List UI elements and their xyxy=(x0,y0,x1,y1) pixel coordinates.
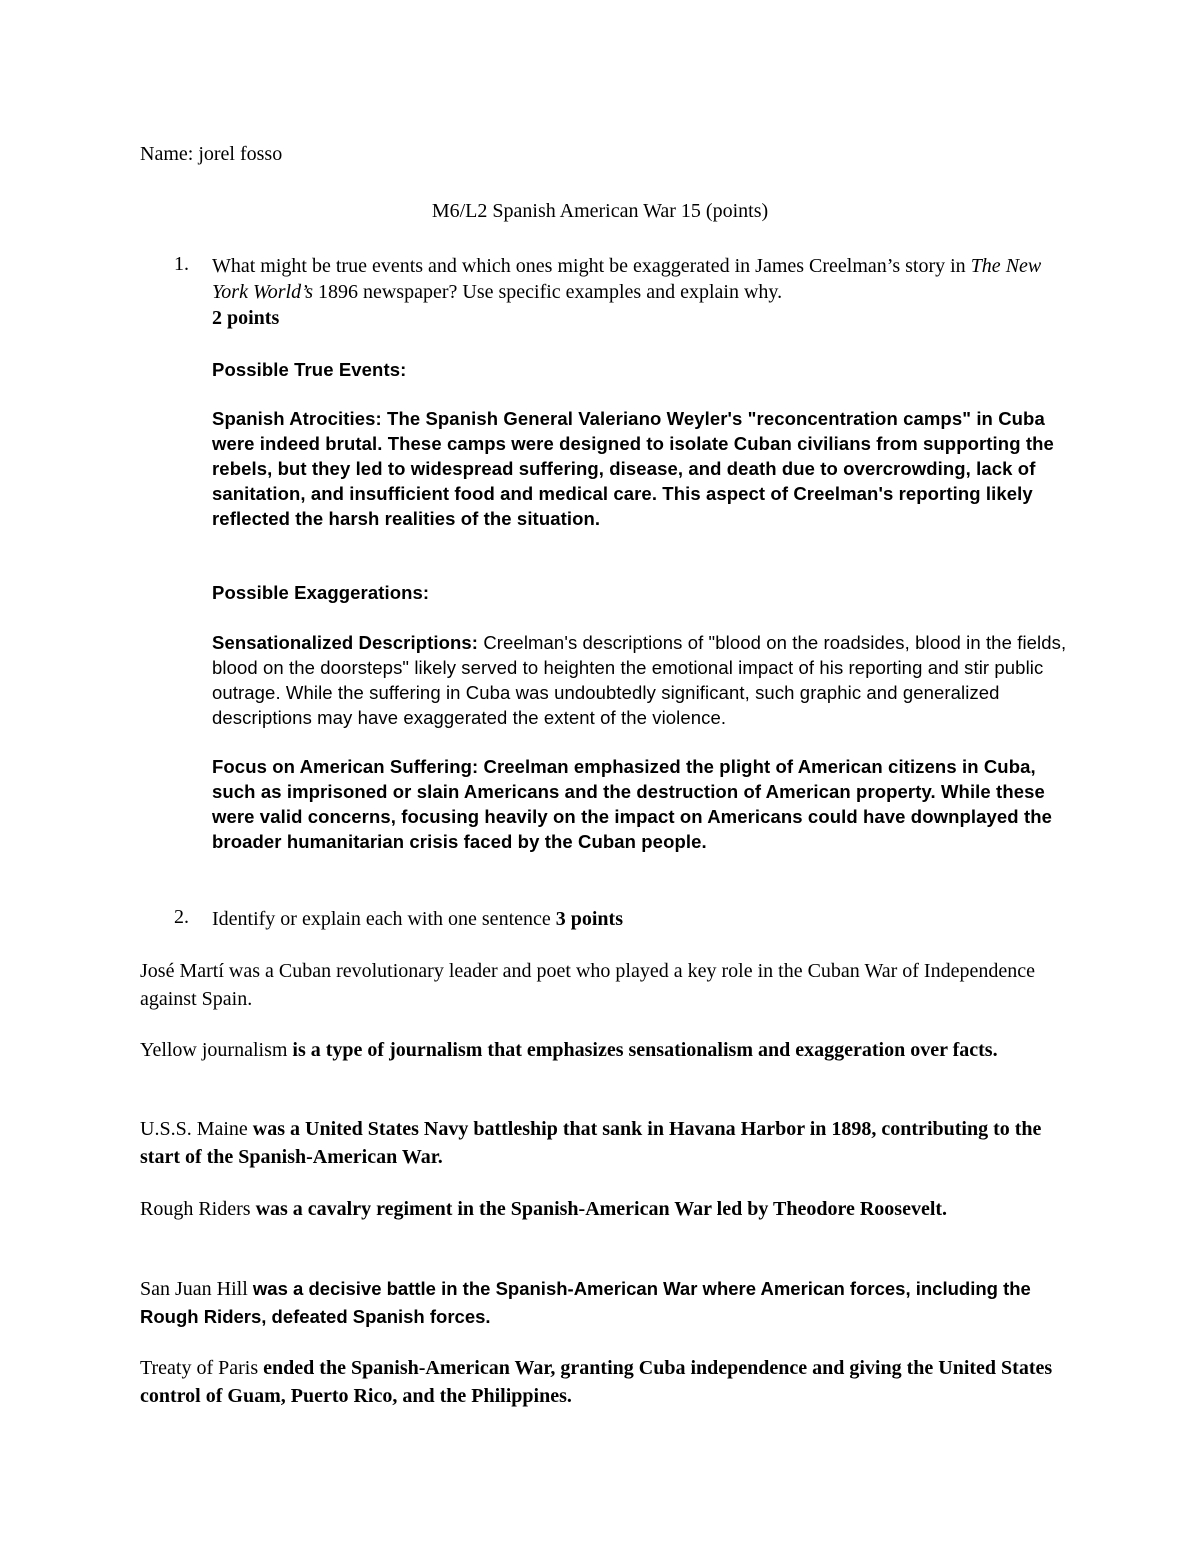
question-1-text xyxy=(212,253,1072,331)
answer-definition: is a type of journalism that emphasizes sensationalism and exaggeration over facts. xyxy=(287,1039,998,1061)
exaggerations-heading: Possible Exaggerations: xyxy=(212,582,430,603)
answer-treaty-of-paris xyxy=(140,1354,1070,1410)
answer-rough-riders xyxy=(140,1195,1070,1223)
answer-yellow-journalism xyxy=(140,1036,1070,1064)
answer-term: U.S.S. Maine xyxy=(140,1118,248,1140)
answer-term: José Martí xyxy=(140,960,224,982)
question-1-number: 1. xyxy=(174,253,189,275)
true-events-body: Spanish Atrocities: The Spanish General Valeriano Weyler's "reconcentration camps" in Cuba were indeed brutal. These camps were designed to isolate Cuban civilians from supporting the rebels, but they led to widespread suffering, disease, and death due to overcrowding, lack of sanitation, and insufficient food and medical care. This aspect of Creelman's reporting likely reflected the harsh realities of the situation. xyxy=(212,408,1054,529)
answer-definition: was a Cuban revolutionary leader and poet who played a key role in the Cuban War of Independence against Spain. xyxy=(140,960,1035,1010)
name-line xyxy=(140,143,282,166)
true-events-heading: Possible True Events: xyxy=(212,359,407,380)
exaggeration-2: Focus on American Suffering: Creelman emphasized the plight of American citizens in Cuba, such as imprisoned or slain Americans and the destruction of American property. While these were valid concerns, focusing heavily on the impact on Americans could have downplayed the broader humanitarian crisis faced by the Cuban people. xyxy=(212,756,1052,852)
question-1-points: 2 points xyxy=(212,307,280,329)
answer-definition: was a decisive battle in the Spanish-American War where American forces, including the Rough Riders, defeated Spanish forces. xyxy=(140,1278,1031,1327)
answer-jose-marti xyxy=(140,957,1070,1013)
exaggeration-1 xyxy=(212,630,1072,730)
answer-definition: ended the Spanish-American War, granting Cuba independence and giving the United States control of Guam, Puerto Rico, and the Philippines. xyxy=(140,1357,1053,1407)
answer-term: Rough Riders xyxy=(140,1198,251,1220)
name-label: Name: xyxy=(140,143,194,165)
question-2-prompt: Identify or explain each with one sentence xyxy=(212,908,556,930)
question-1-text-b: 1896 newspaper? Use specific examples and explain why. xyxy=(312,281,783,303)
answer-definition: was a cavalry regiment in the Spanish-American War led by Theodore Roosevelt. xyxy=(250,1198,948,1220)
student-name: jorel fosso xyxy=(198,143,283,165)
question-2-points: 3 points xyxy=(555,908,623,930)
newspaper-title: The New York World’s xyxy=(212,255,1042,303)
answer-term: Yellow journalism xyxy=(140,1039,288,1061)
answer-san-juan-hill xyxy=(140,1275,1070,1331)
question-2-text xyxy=(212,906,1072,932)
answer-uss-maine xyxy=(140,1115,1070,1171)
assignment-title: M6/L2 Spanish American War 15 (points) xyxy=(431,200,769,222)
question-1-text-a: What might be true events and which ones might be exaggerated in James Creelman’s story in xyxy=(212,255,971,277)
question-2-number: 2. xyxy=(174,906,189,928)
answer-definition: was a United States Navy battleship that sank in Havana Harbor in 1898, contributing to the start of the Spanish-American War. xyxy=(140,1118,1042,1168)
answer-term: Treaty of Paris xyxy=(140,1357,259,1379)
exaggeration-1-text: Creelman's descriptions of "blood on the roadsides, blood in the fields, blood on the doorsteps" likely served to heighten the emotional impact of his reporting and stir public outrage. While the suffering in Cuba was undoubtedly significant, such graphic and generalized descriptions may have exaggerated the extent of the violence. xyxy=(212,632,1067,728)
exaggeration-1-label: Sensationalized Descriptions: xyxy=(212,632,479,653)
answer-term: San Juan Hill xyxy=(140,1278,248,1300)
